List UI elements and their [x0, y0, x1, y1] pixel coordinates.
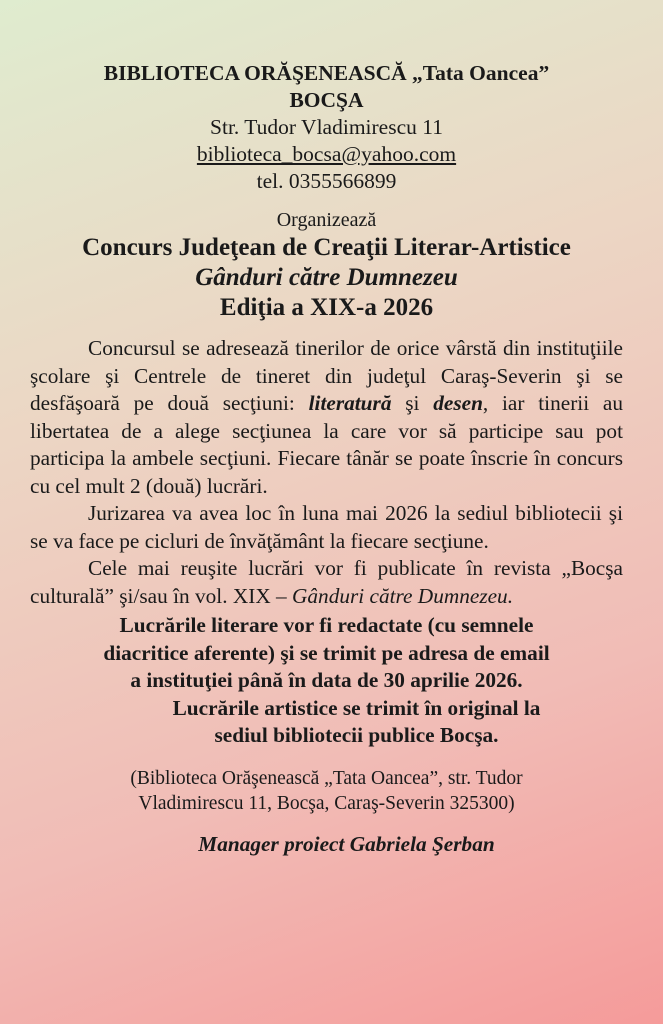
section-literature: literatură	[308, 391, 392, 415]
section-drawing: desen	[433, 391, 483, 415]
organizes-label: Organizează	[276, 209, 377, 231]
paragraph-judging: Jurizarea va avea loc în luna mai 2026 la sediul bibliotecii şi se va face pe cicluri de învăţământ la fiecare secţiune.	[30, 501, 623, 553]
literary-note-line: Lucrările literare vor fi redactate (cu semnele	[119, 613, 534, 637]
contest-title: Concurs Judeţean de Creaţii Literar-Artistice	[82, 234, 571, 261]
library-name: BIBLIOTECA ORĂŞENEASCĂ „Tata Oancea”	[103, 61, 550, 85]
p3-volume-title: Gânduri către Dumnezeu.	[292, 583, 514, 608]
artistic-submission-note	[30, 695, 623, 750]
postal-address	[30, 766, 623, 816]
address-line: (Biblioteca Orăşenească „Tata Oancea”, str. Tudor	[130, 767, 523, 789]
artistic-note-line: Lucrările artistice se trimit în original la	[172, 695, 541, 720]
literary-submission-note	[30, 612, 623, 695]
contest-subtitle: Gânduri către Dumnezeu	[195, 264, 458, 291]
library-email-link[interactable]: biblioteca_bocsa@yahoo.com	[196, 142, 457, 166]
p3-text-start: Cele mai reuşite lucrări vor fi publicate în revista „Bocşa culturală” şi/sau în vol. XIX –	[30, 556, 623, 608]
p1-text-and: şi	[391, 391, 434, 415]
poster-content	[30, 60, 623, 858]
contest-edition: Ediţia a XIX-a 2026	[219, 294, 434, 321]
artistic-note-line: sediul bibliotecii publice Bocşa.	[214, 723, 499, 747]
paragraph-publication	[30, 555, 623, 610]
literary-note-line: diacritice aferente) şi se trimit pe adresa de email	[103, 640, 550, 665]
contest-intro	[30, 207, 623, 323]
library-phone: tel. 0355566899	[256, 169, 397, 193]
library-street: Str. Tudor Vladimirescu 11	[210, 115, 443, 139]
address-line: Vladimirescu 11, Bocşa, Caraş-Severin 325300)	[138, 792, 515, 814]
paragraph-eligibility	[30, 335, 623, 500]
library-city: BOCŞA	[289, 88, 364, 112]
library-header	[30, 60, 623, 195]
literary-note-line: a instituţiei până în data de 30 aprilie 2026.	[130, 668, 523, 692]
p1-text-start: Concursul se adresează tinerilor de orice vârstă din instituţiile şcolare şi Centrele de tineret din judeţul Caraş-Severin şi se desfăşoară pe două secţiuni:	[30, 336, 623, 415]
project-manager: Manager proiect Gabriela Şerban	[198, 831, 495, 856]
p1-text-end: , iar tinerii au libertatea de a alege secţiunea la care vor să participe sau pot participa la ambele secţiuni. Fiecare tânăr se poate înscrie în concurs cu cel mult 2 (două) lucrări.	[30, 391, 623, 498]
